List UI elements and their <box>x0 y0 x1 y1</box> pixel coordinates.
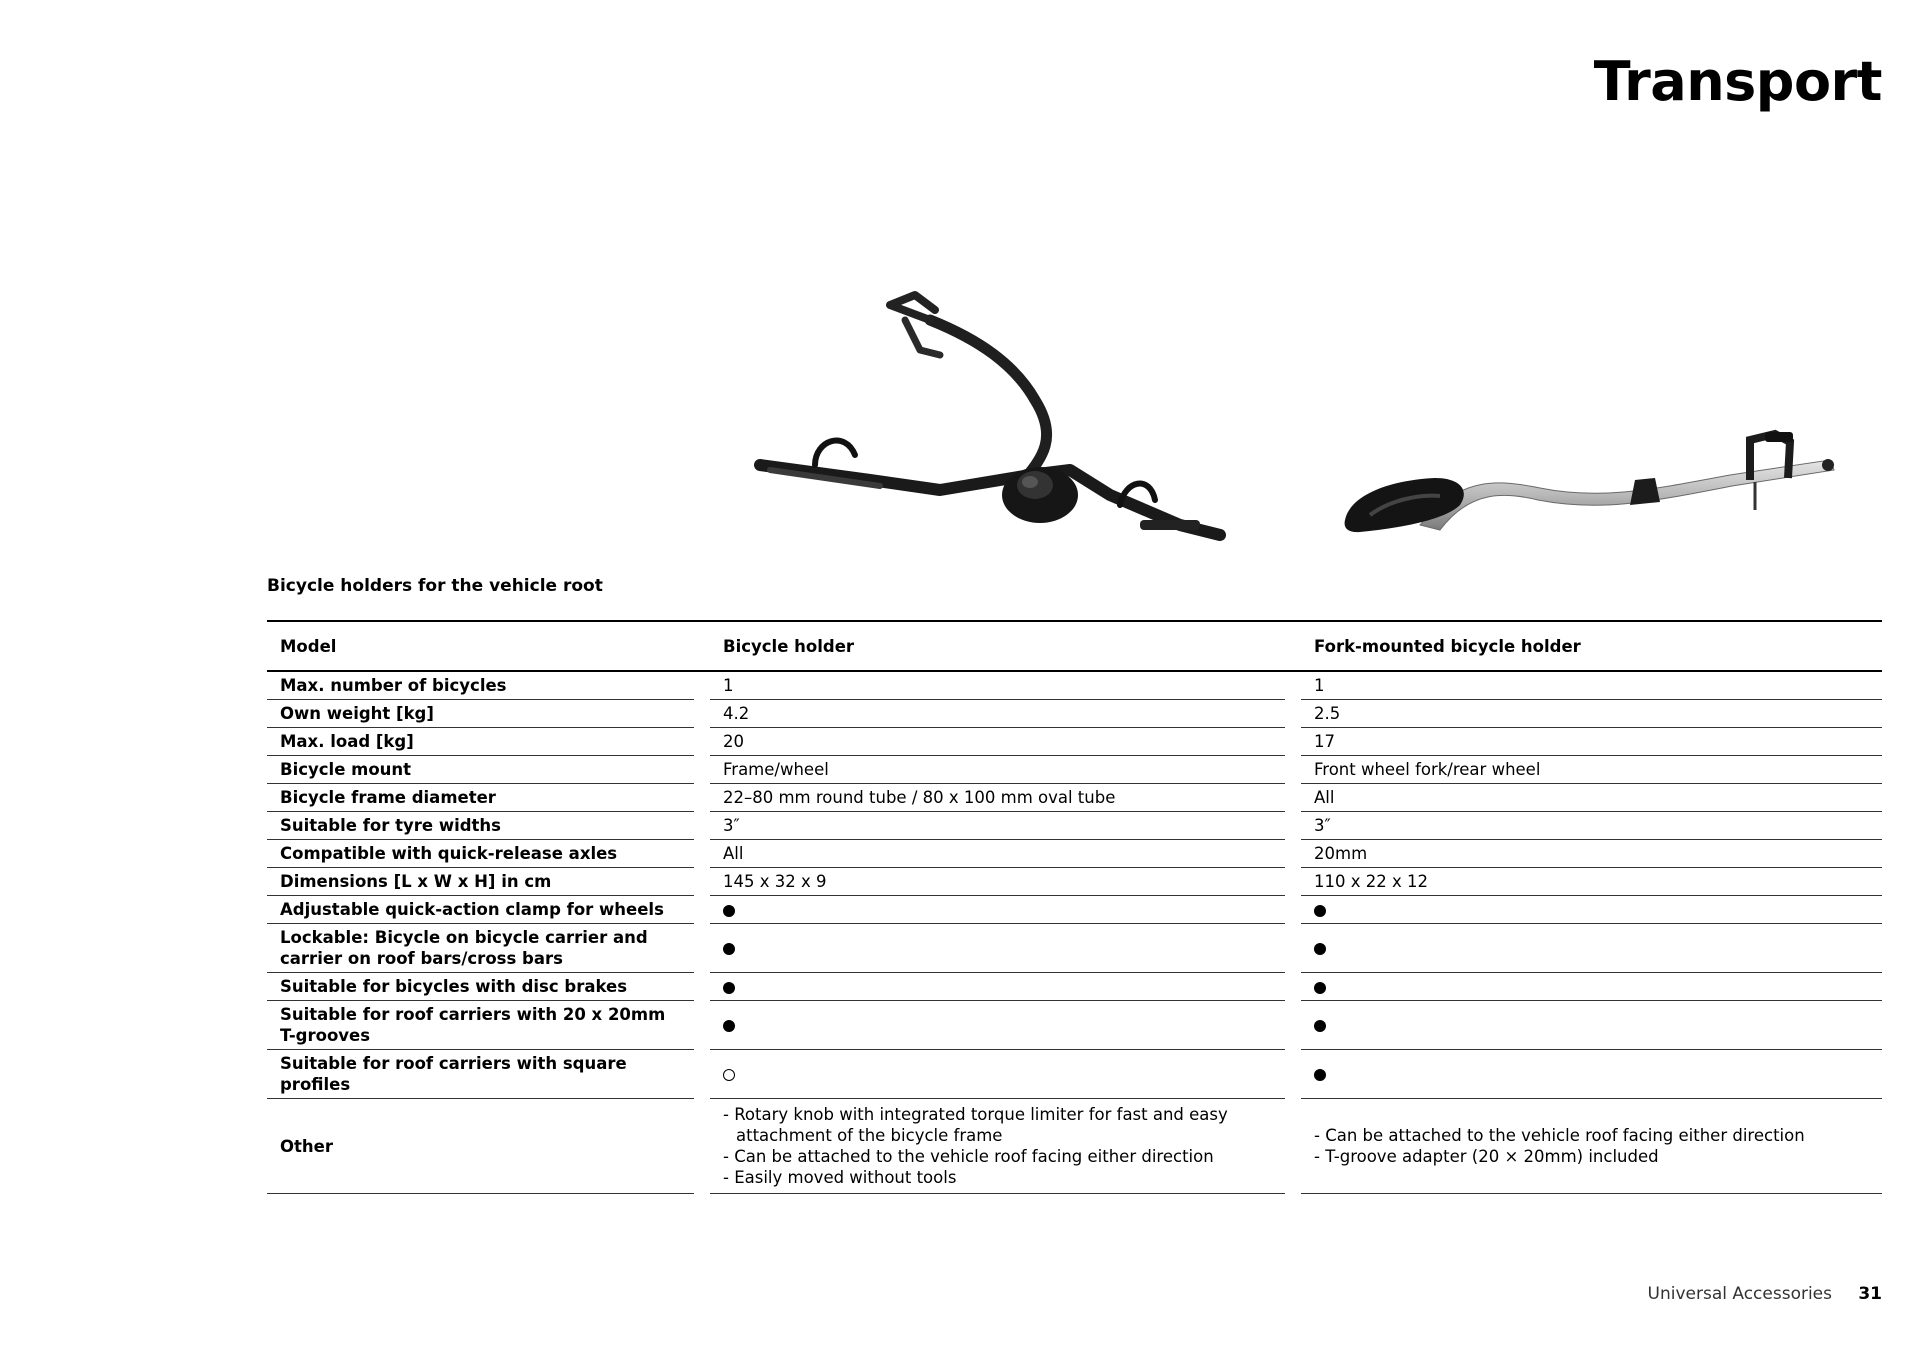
cell-value: 1 <box>1301 672 1882 700</box>
row-label: Suitable for tyre widths <box>267 812 694 840</box>
table-header-row <box>267 620 1882 672</box>
cell-value: 3″ <box>710 812 1285 840</box>
row-label: Max. number of bicycles <box>267 672 694 700</box>
filled-dot-icon <box>1314 943 1326 955</box>
row-label: Compatible with quick-release axles <box>267 840 694 868</box>
table-row <box>267 784 1882 812</box>
table-row <box>267 756 1882 784</box>
section-title: Bicycle holders for the vehicle root <box>267 576 603 596</box>
row-label: Own weight [kg] <box>267 700 694 728</box>
row-label: Max. load [kg] <box>267 728 694 756</box>
row-label: Adjustable quick-action clamp for wheels <box>267 896 694 924</box>
header-fork-mounted-bicycle-holder: Fork-mounted bicycle holder <box>1301 620 1882 672</box>
table-row <box>267 700 1882 728</box>
cell-value: 20mm <box>1301 840 1882 868</box>
cell-value: 2.5 <box>1301 700 1882 728</box>
cell-value: 17 <box>1301 728 1882 756</box>
table-row <box>267 924 1882 973</box>
cell-value: 22–80 mm round tube / 80 x 100 mm oval tube <box>710 784 1285 812</box>
row-label: Dimensions [L x W x H] in cm <box>267 868 694 896</box>
filled-dot-icon <box>1314 1020 1326 1032</box>
cell-value <box>1301 1001 1882 1050</box>
filled-dot-icon <box>723 1020 735 1032</box>
cell-value <box>710 1001 1285 1050</box>
table-row <box>267 728 1882 756</box>
row-label: Suitable for roof carriers with square profiles <box>267 1050 694 1099</box>
filled-dot-icon <box>723 905 735 917</box>
cell-value <box>710 1050 1285 1099</box>
cell-value: Front wheel fork/rear wheel <box>1301 756 1882 784</box>
cell-value: All <box>710 840 1285 868</box>
cell-value <box>1301 973 1882 1001</box>
table-row <box>267 896 1882 924</box>
header-bicycle-holder: Bicycle holder <box>710 620 1285 672</box>
page-title: Transport <box>1593 50 1882 113</box>
spec-table <box>267 620 1882 1194</box>
cell-value: Frame/wheel <box>710 756 1285 784</box>
note-line: - Easily moved without tools <box>723 1168 957 1187</box>
row-label: Bicycle frame diameter <box>267 784 694 812</box>
cell-value: All <box>1301 784 1882 812</box>
cell-value <box>710 924 1285 973</box>
row-label: Lockable: Bicycle on bicycle carrier and carrier on roof bars/cross bars <box>267 924 694 973</box>
cell-value <box>1301 924 1882 973</box>
filled-dot-icon <box>1314 982 1326 994</box>
cell-value <box>1301 1099 1882 1194</box>
row-label: Suitable for roof carriers with 20 x 20mm T-grooves <box>267 1001 694 1050</box>
cell-value <box>710 1099 1285 1194</box>
cell-value: 110 x 22 x 12 <box>1301 868 1882 896</box>
cell-value: 1 <box>710 672 1285 700</box>
table-row <box>267 973 1882 1001</box>
row-label: Bicycle mount <box>267 756 694 784</box>
empty-dot-icon <box>723 1069 735 1081</box>
filled-dot-icon <box>723 982 735 994</box>
cell-value <box>710 973 1285 1001</box>
note-line: - Can be attached to the vehicle roof facing either direction <box>1314 1126 1805 1145</box>
footer-text: Universal Accessories <box>1647 1284 1832 1304</box>
filled-dot-icon <box>1314 1069 1326 1081</box>
cell-value <box>710 896 1285 924</box>
table-row <box>267 672 1882 700</box>
cell-value: 4.2 <box>710 700 1285 728</box>
row-label: Suitable for bicycles with disc brakes <box>267 973 694 1001</box>
table-row <box>267 812 1882 840</box>
table-row <box>267 840 1882 868</box>
note-line: - Can be attached to the vehicle roof facing either direction <box>723 1147 1214 1166</box>
cell-value: 3″ <box>1301 812 1882 840</box>
cell-value: 20 <box>710 728 1285 756</box>
table-row <box>267 868 1882 896</box>
filled-dot-icon <box>723 943 735 955</box>
bicycle-holder-image <box>730 280 1250 600</box>
filled-dot-icon <box>1314 905 1326 917</box>
note-line: - T-groove adapter (20 × 20mm) included <box>1314 1147 1659 1166</box>
note-line: - Rotary knob with integrated torque limiter for fast and easy attachment of the bicycle frame <box>723 1105 1228 1145</box>
table-row <box>267 1001 1882 1050</box>
cell-value <box>1301 1050 1882 1099</box>
cell-value <box>1301 896 1882 924</box>
table-row <box>267 1050 1882 1099</box>
header-model: Model <box>267 620 694 672</box>
row-label: Other <box>267 1099 694 1194</box>
table-row <box>267 1099 1882 1194</box>
fork-mounted-bicycle-holder-image <box>1310 420 1860 570</box>
cell-value: 145 x 32 x 9 <box>710 868 1285 896</box>
page-number: 31 <box>1858 1284 1882 1304</box>
